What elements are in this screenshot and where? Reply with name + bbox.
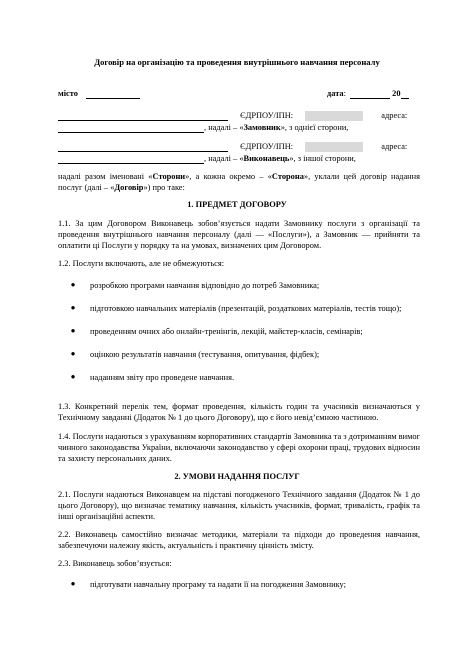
list-item: підготувати навчальну програму та надати її на погодження Замовнику; <box>90 580 346 589</box>
bullet-icon: ● <box>70 349 76 358</box>
section-2-heading: 2. УМОВИ НАДАННЯ ПОСЛУГ <box>174 472 300 481</box>
bullet-icon: ● <box>70 326 76 335</box>
city-line <box>58 88 140 99</box>
executor-edrpou-field[interactable] <box>305 142 363 152</box>
clause-2-3: 2.3. Виконавець зобов’язується: <box>58 559 172 568</box>
customer-name-field[interactable] <box>58 111 228 121</box>
list-item: розробкою програми навчання відповідно до потреб Замовника; <box>90 281 320 290</box>
customer-role: Замовник <box>243 123 281 132</box>
executor-name-field[interactable] <box>58 142 228 152</box>
clause-1-2: 1.2. Послуги включають, але не обмежуються: <box>58 259 225 268</box>
date-line: дата: 20 <box>327 88 409 99</box>
customer-line-2: , надалі – «Замовник», з однієї сторони, <box>58 122 348 133</box>
bullet-icon: ● <box>70 280 76 289</box>
date-label: дата <box>327 89 344 98</box>
intro-line-2: послуг (далі – «Договір») про таке: <box>58 183 185 192</box>
customer-edrpou-field[interactable] <box>305 111 363 121</box>
intro-line-1: надалі разом іменовані «Сторони», а кожна окремо – «Сторона», уклали цей договір надання <box>58 172 420 181</box>
customer-line-1: ЄДРПОУ/ІПН: адреса: <box>58 110 407 121</box>
city-field[interactable] <box>86 89 140 99</box>
customer-address-field[interactable] <box>58 123 204 133</box>
year-prefix: 20 <box>392 89 401 98</box>
clause-1-3: 1.3. Конкретний перелік тем, формат проведення, кількість годин та учасників визначаються у Технічному завданні (Додаток № 1 до цього Договору), що є його невід’ємною частиною. <box>58 402 420 423</box>
clause-1-4: 1.4. Послуги надаються з урахуванням корпоративних стандартів Замовника та з дотриманням вимог чинного законодавства України, включаючи законодавство у сфері охорони праці, трудових відносин та захисту персональних даних. <box>58 432 420 464</box>
bullet-icon: ● <box>70 372 76 381</box>
clause-1-1: 1.1. За цим Договором Виконавець зобов’язується надати Замовнику послуги з організації та проведення внутрішнього навчання персоналу (далі — «Послуги»), а Замовник — прийняти та оплатити ці Послуги у порядку та на умовах, визначених цим Договором. <box>58 219 420 251</box>
city-label: місто <box>58 89 78 98</box>
executor-line-1: ЄДРПОУ/ІПН: адреса: <box>58 141 407 152</box>
executor-role: Виконавець <box>243 154 290 163</box>
executor-line-2: , надалі – «Виконавець», з іншої сторони, <box>58 153 356 164</box>
list-item: підготовкою навчальних матеріалів (презентацій, роздаткових матеріалів, тестів тощо); <box>90 304 402 313</box>
section-1-heading: 1. ПРЕДМЕТ ДОГОВОРУ <box>187 200 287 209</box>
clause-2-2: 2.2. Виконавець самостійно визначає методики, матеріали та підходи до проведення навчання, забезпечуючи належну якість, актуальність і практичну цінність змісту. <box>58 530 420 551</box>
list-item: оцінкою результатів навчання (тестування, опитування, фідбек); <box>90 350 320 359</box>
list-item: наданням звіту про проведене навчання. <box>90 373 235 382</box>
document-title: Договір на організацію та проведення внутрішнього навчання персоналу <box>94 57 380 67</box>
year-field[interactable] <box>401 89 409 99</box>
bullet-icon: ● <box>70 303 76 312</box>
executor-address-field[interactable] <box>58 154 204 164</box>
clause-2-1: 2.1. Послуги надаються Виконавцем на підставі погодженого Технічного завдання (Додаток № 1 до цього Договору), що визначає тематику навчання, кількість учасників, формат, тривалість, графік та інші організаційні аспекти. <box>58 490 420 522</box>
date-field[interactable] <box>350 89 390 99</box>
list-item: проведенням очних або онлайн-тренінгів, лекцій, майстер-класів, семінарів; <box>90 327 363 336</box>
bullet-icon: ● <box>70 579 76 588</box>
